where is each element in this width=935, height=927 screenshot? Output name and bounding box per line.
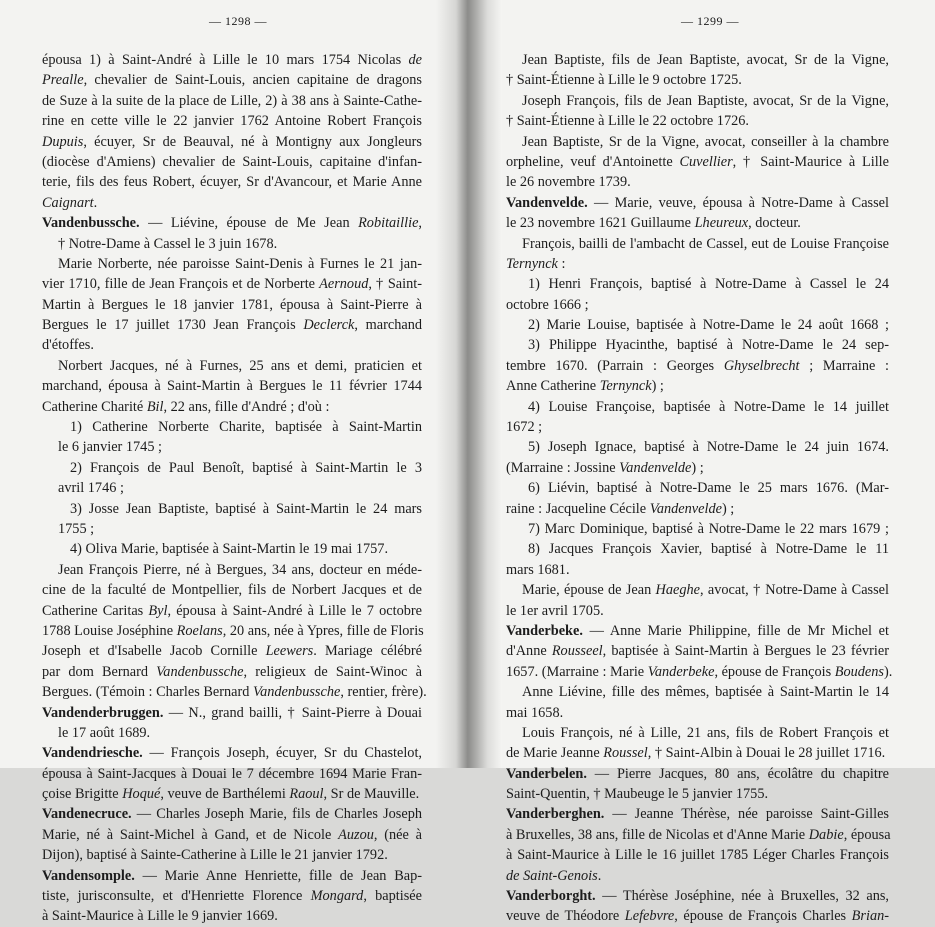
text-line: [506, 356, 889, 376]
italic-name: de Saint-Genois: [506, 867, 598, 884]
text-line: [506, 91, 889, 111]
text-line: [42, 213, 422, 233]
italic-name: Ternynck: [599, 378, 652, 395]
text-segment: 4) Oliva Marie, baptisée à Saint-Martin le 19 mai 1757.: [70, 541, 389, 558]
text-line: [42, 193, 422, 213]
italic-name: Brian-: [851, 908, 889, 925]
text-line: [42, 152, 422, 172]
text-line: [506, 437, 889, 457]
text-segment: † Saint-Étienne à Lille le 22 octobre 1726.: [506, 113, 749, 130]
text-segment: — Liévine, épouse de Me Jean: [139, 215, 359, 232]
text-line: [42, 804, 422, 824]
text-segment: , épouse de François Charles: [674, 908, 852, 925]
text-line: [506, 804, 889, 824]
italic-name: Auzou: [338, 826, 374, 843]
italic-name: Bil: [146, 398, 164, 415]
page-body: [506, 50, 893, 927]
entry-surname: Vandenderbruggen.: [42, 704, 164, 721]
text-segment: , 20 ans, née à Ypres, fille de Floris: [222, 622, 424, 639]
text-line: [506, 50, 889, 70]
text-line: [42, 397, 422, 417]
text-line: [506, 315, 889, 335]
text-segment: Jean Baptiste, Sr de la Vigne, avocat, conseiller à la chambre: [522, 133, 889, 150]
italic-name: Haeghe: [655, 582, 700, 599]
text-line: [506, 132, 889, 152]
text-line: [42, 234, 422, 254]
italic-name: de: [408, 52, 422, 68]
text-segment: — Anne Marie Philippine, fille de Mr Michel et: [582, 622, 889, 639]
text-segment: à Saint-Maurice à Lille le 9 janvier 1669.: [42, 908, 278, 925]
text-segment: 1657. (Marraine : Marie: [506, 663, 648, 680]
text-segment: , marchand: [354, 317, 422, 334]
italic-name: Ghyselbrecht: [723, 357, 800, 374]
text-segment: Martin à Bergues le 18 janvier 1781, épousa à Saint-Pierre à: [42, 296, 422, 313]
text-line: [42, 417, 422, 437]
text-line: [506, 866, 889, 886]
text-segment: 3) Philippe Hyacinthe, baptisé à Notre-Dame le 24 sep-: [528, 337, 889, 354]
text-segment: ) ;: [651, 378, 664, 395]
text-segment: à Bruxelles, 38 ans, fille de Nicolas et d'Anne Marie: [506, 826, 809, 843]
text-segment: . Mariage célébré: [313, 643, 422, 660]
text-segment: cine de la faculté de Montpellier, fils de Norbert Jacques et de: [42, 582, 422, 599]
text-line: [42, 376, 422, 396]
text-segment: , avocat, † Notre-Dame à Cassel: [700, 582, 889, 599]
text-line: [42, 295, 422, 315]
text-segment: tiste, jurisconsulte, et d'Henriette Florence: [42, 888, 311, 905]
page-number: — 1298 —: [209, 14, 267, 28]
text-line: [506, 764, 889, 784]
text-segment: Marie, né à Saint-Michel à Gand, et de Nicole: [42, 826, 339, 843]
text-line: [506, 274, 889, 294]
text-segment: Jean Baptiste, fils de Jean Baptiste, avocat, Sr de la Vigne,: [522, 52, 889, 68]
text-segment: épousa 1) à Saint-André à Lille le 10 mars 1754 Nicolas: [42, 52, 409, 68]
text-segment: , † Saint-Maurice à Lille: [732, 153, 889, 170]
text-segment: 2) Marie Louise, baptisée à Notre-Dame le 24 août 1668 ;: [528, 317, 889, 334]
text-line: [506, 111, 889, 131]
text-line: [42, 580, 422, 600]
page-number: — 1299 —: [681, 14, 739, 28]
text-line: [506, 458, 889, 478]
text-line: [42, 825, 422, 845]
text-line: [506, 539, 889, 559]
text-line: [506, 193, 889, 213]
text-line: [506, 335, 889, 355]
italic-name: Caignart: [42, 194, 94, 211]
italic-name: Raoul: [289, 786, 324, 803]
text-line: [506, 886, 889, 906]
text-segment: ) ;: [721, 500, 735, 517]
text-segment: ) ;: [691, 459, 704, 476]
text-segment: Jean François Pierre, né à Bergues, 34 ans, docteur en méde-: [58, 561, 422, 578]
italic-name: Robitaillie: [358, 215, 419, 232]
text-line: [42, 335, 422, 355]
text-segment: le 17 août 1689.: [58, 724, 151, 741]
italic-name: Aernoud: [319, 276, 369, 293]
text-segment: ,: [418, 215, 422, 232]
text-segment: .: [597, 867, 602, 884]
italic-name: Vandenbussche: [156, 663, 244, 680]
text-segment: de Suze à la suite de la place de Lille, 2) à 38 ans à Sainte-Cathe-: [42, 92, 422, 109]
text-segment: Joseph et d'Isabelle Jacob Cornille: [42, 643, 266, 660]
text-segment: le 1er avril 1705.: [506, 602, 604, 619]
text-segment: — François Joseph, écuyer, Sr du Chastelot,: [142, 745, 422, 762]
text-line: [42, 111, 422, 131]
text-segment: épousa à Saint-Jacques à Douai le 7 décembre 1694 Marie Fran-: [42, 765, 422, 782]
text-segment: — Thérèse Joséphine, née à Bruxelles, 32 ans,: [595, 888, 889, 905]
italic-name: Roussel: [603, 745, 648, 762]
text-segment: orpheline, veuf d'Antoinette: [506, 153, 680, 170]
text-segment: 6) Liévin, baptisé à Notre-Dame le 25 mars 1676. (Mar-: [528, 480, 889, 497]
text-segment: 1672 ;: [506, 419, 543, 436]
text-line: [506, 152, 889, 172]
text-line: [506, 254, 889, 274]
italic-name: Boudens: [834, 663, 884, 680]
entry-surname: Vandenbussche.: [42, 215, 140, 232]
text-segment: 2) François de Paul Benoît, baptisé à Saint-Martin le 3: [70, 459, 422, 476]
text-segment: 1) Henri François, baptisé à Notre-Dame à Cassel le 24: [528, 276, 889, 293]
text-segment: Bergues. (Témoin : Charles Bernard: [42, 684, 253, 701]
text-line: [42, 845, 422, 865]
text-segment: Joseph François, fils de Jean Baptiste, avocat, Sr de la Vigne,: [522, 92, 889, 109]
text-segment: — Charles Joseph Marie, fils de Charles Joseph: [131, 806, 422, 823]
text-segment: d'Anne: [506, 643, 552, 660]
text-line: [506, 580, 889, 600]
text-line: [506, 601, 889, 621]
text-line: [42, 743, 422, 763]
text-line: [506, 376, 889, 396]
text-line: [506, 560, 889, 580]
text-line: [506, 499, 889, 519]
text-segment: Anne Liévine, fille des mêmes, baptisée à Saint-Martin le 14: [522, 684, 889, 701]
text-line: [42, 784, 422, 804]
text-segment: çoise Brigitte: [42, 786, 123, 803]
text-segment: avril 1746 ;: [58, 480, 124, 497]
text-line: [506, 662, 893, 682]
italic-name: Prealle: [42, 72, 84, 89]
text-segment: François, bailli de l'ambacht de Cassel, eut de Louise Françoise: [522, 235, 889, 252]
text-line: [42, 906, 422, 926]
text-segment: Anne Catherine: [506, 378, 600, 395]
text-segment: (Marraine : Jossine: [506, 459, 620, 476]
text-segment: octobre 1666 ;: [506, 296, 589, 313]
text-segment: mars 1681.: [506, 561, 570, 578]
text-line: [506, 295, 889, 315]
italic-name: Vanderbeke: [647, 663, 715, 680]
text-segment: 1) Catherine Norberte Charite, baptisée à Saint-Martin: [70, 419, 422, 436]
text-line: [42, 519, 422, 539]
text-line: [506, 682, 889, 702]
text-segment: :: [557, 255, 566, 272]
text-segment: à Saint-Maurice à Lille le 16 juillet 1785 Léger Charles François: [506, 847, 889, 864]
text-segment: le 23 novembre 1621 Guillaume: [506, 215, 695, 232]
text-segment: , docteur.: [748, 215, 801, 232]
text-segment: Bergues le 17 juillet 1730 Jean François: [42, 317, 304, 334]
entry-surname: Vandendriesche.: [42, 745, 143, 762]
text-line: [42, 682, 427, 702]
text-segment: † Saint-Étienne à Lille le 9 octobre 1725.: [506, 72, 742, 89]
text-segment: Catherine Caritas: [42, 602, 149, 619]
text-segment: 5) Joseph Ignace, baptisé à Notre-Dame le 24 juin 1674.: [528, 439, 889, 456]
text-line: [42, 703, 422, 723]
italic-name: Declerck: [303, 317, 355, 334]
text-line: [506, 417, 889, 437]
entry-surname: Vanderbeke.: [506, 622, 583, 639]
italic-name: Roelans: [176, 622, 223, 639]
right-page: [502, 0, 935, 925]
text-line: [42, 315, 422, 335]
text-line: [506, 703, 889, 723]
text-line: [42, 274, 422, 294]
italic-name: Ternynck: [506, 255, 558, 272]
text-line: [506, 784, 889, 804]
text-line: [42, 866, 422, 886]
text-segment: 1788 Louise Joséphine: [42, 622, 177, 639]
text-line: [506, 845, 889, 865]
text-segment: Saint-Quentin, † Maubeuge le 5 janvier 1755.: [506, 786, 769, 803]
italic-name: Rousseel: [551, 643, 603, 660]
italic-name: Mongard: [310, 888, 364, 905]
text-line: [506, 906, 889, 926]
text-line: [42, 764, 422, 784]
text-segment: vier 1710, fille de Jean François et de Norberte: [42, 276, 320, 293]
text-segment: ).: [884, 663, 893, 680]
text-line: [42, 560, 422, 580]
text-segment: † Notre-Dame à Cassel le 3 juin 1678.: [58, 235, 278, 252]
text-line: [42, 662, 422, 682]
text-segment: Norbert Jacques, né à Furnes, 25 ans et demi, praticien et: [58, 357, 422, 374]
book-gutter: [436, 0, 502, 768]
left-page: [0, 0, 440, 925]
italic-name: Lheureux: [694, 215, 749, 232]
text-segment: Dijon), baptisé à Sainte-Catherine à Lille le 21 janvier 1792.: [42, 847, 388, 864]
entry-surname: Vandenecruce.: [42, 806, 132, 823]
text-segment: le 26 novembre 1739.: [506, 174, 631, 191]
text-segment: — Jeanne Thérèse, née paroisse Saint-Gilles: [604, 806, 889, 823]
text-segment: marchand, épousa à Saint-Martin à Bergues le 11 février 1744: [42, 378, 422, 395]
text-line: [506, 172, 889, 192]
text-line: [42, 356, 422, 376]
text-segment: — N., grand bailli, † Saint-Pierre à Douai: [163, 704, 422, 721]
text-segment: par dom Bernard: [42, 663, 157, 680]
text-segment: .: [93, 194, 98, 211]
entry-surname: Vanderbelen.: [506, 765, 587, 782]
text-line: [506, 743, 889, 763]
text-line: [42, 254, 422, 274]
italic-name: Vandenbussche: [252, 684, 341, 701]
text-segment: veuve de Théodore: [506, 908, 625, 925]
italic-name: Hoqué: [122, 786, 161, 803]
text-line: [42, 641, 422, 661]
text-segment: raine : Jacqueline Cécile: [506, 500, 650, 517]
text-line: [42, 499, 422, 519]
text-line: [42, 91, 422, 111]
text-segment: — Marie Anne Henriette, fille de Jean Bap-: [134, 867, 422, 884]
italic-name: Dupuis: [42, 133, 84, 150]
text-segment: , † Saint-: [368, 276, 422, 293]
text-segment: , Sr de Mauville.: [323, 786, 420, 803]
text-segment: , (née à: [373, 826, 422, 843]
text-segment: d'étoffes.: [42, 337, 94, 354]
text-segment: , 22 ans, fille d'André ; d'où :: [163, 398, 330, 415]
text-line: [42, 132, 422, 152]
text-segment: 8) Jacques François Xavier, baptisé à Notre-Dame le 11: [528, 541, 889, 558]
text-line: [42, 458, 422, 478]
text-line: [42, 886, 422, 906]
text-segment: Louis François, né à Lille, 21 ans, fils de Robert François et: [522, 724, 889, 741]
text-segment: , baptisée: [363, 888, 422, 905]
text-segment: , religieux de Saint-Winoc à: [243, 663, 422, 680]
text-segment: 7) Marc Dominique, baptisé à Notre-Dame le 22 mars 1679 ;: [528, 520, 889, 537]
text-segment: — Pierre Jacques, 80 ans, écolâtre du chapitre: [586, 765, 889, 782]
text-segment: , épousa: [843, 826, 891, 843]
text-segment: mai 1658.: [506, 704, 564, 721]
text-line: [42, 70, 422, 90]
text-line: [506, 234, 889, 254]
text-line: [506, 70, 889, 90]
entry-surname: Vanderborght.: [506, 888, 596, 905]
text-segment: rine en cette ville le 22 janvier 1762 Antoine Robert François: [42, 113, 422, 130]
text-segment: Marie Norberte, née paroisse Saint-Denis à Furnes le 21 jan-: [58, 255, 422, 272]
text-segment: — Marie, veuve, épousa à Notre-Dame à Cassel: [587, 194, 889, 211]
italic-name: Byl: [148, 602, 168, 619]
italic-name: Lefebvre: [624, 908, 675, 925]
text-line: [42, 539, 422, 559]
page-body: [42, 50, 427, 927]
text-line: [42, 437, 422, 457]
text-segment: de Marie Jeanne: [506, 745, 604, 762]
text-segment: , écuyer, Sr de Beauval, né à Montigny aux Jongleurs: [83, 133, 422, 150]
text-line: [506, 825, 889, 845]
text-line: [42, 478, 422, 498]
text-segment: 4) Louise Françoise, baptisée à Notre-Dame le 14 juillet: [528, 398, 889, 415]
text-line: [506, 723, 889, 743]
text-segment: (diocèse d'Amiens) chevalier de Saint-Louis, capitaine d'infan-: [42, 153, 422, 170]
text-line: [506, 519, 889, 539]
text-line: [506, 621, 889, 641]
text-segment: , chevalier de Saint-Louis, ancien capitaine de dragons: [83, 72, 422, 89]
text-segment: ; Marraine :: [799, 357, 889, 374]
text-line: [506, 397, 889, 417]
italic-name: Leewers: [265, 643, 314, 660]
italic-name: Dabie: [808, 826, 844, 843]
text-line: [506, 641, 889, 661]
italic-name: Vandenvelde: [649, 500, 722, 517]
italic-name: Cuvellier: [679, 153, 733, 170]
text-line: [506, 478, 889, 498]
text-segment: , † Saint-Albin à Douai le 28 juillet 1716.: [647, 745, 886, 762]
text-segment: , rentier, frère).: [340, 684, 427, 701]
text-segment: Catherine Charité: [42, 398, 147, 415]
text-segment: tembre 1670. (Parrain : Georges: [506, 357, 724, 374]
text-segment: , épouse de François: [714, 663, 835, 680]
text-line: [42, 621, 422, 641]
text-segment: , épousa à Saint-André à Lille le 7 octobre: [167, 602, 422, 619]
text-segment: terie, fils des feus Robert, écuyer, Sr d'Avancour, et Marie Anne: [42, 174, 422, 191]
text-line: [42, 601, 422, 621]
text-segment: 1755 ;: [58, 520, 95, 537]
entry-surname: Vandenvelde.: [506, 194, 588, 211]
entry-surname: Vandensomple.: [42, 867, 135, 884]
entry-surname: Vanderberghen.: [506, 806, 605, 823]
text-line: [42, 50, 422, 70]
text-segment: le 6 janvier 1745 ;: [58, 439, 163, 456]
text-line: [42, 172, 422, 192]
text-line: [506, 213, 889, 233]
text-segment: , veuve de Barthélemi: [160, 786, 290, 803]
text-segment: Marie, épouse de Jean: [522, 582, 656, 599]
text-segment: , baptisée à Saint-Martin à Bergues le 23 février: [602, 643, 889, 660]
text-line: [42, 723, 422, 743]
italic-name: Vandenvelde: [619, 459, 692, 476]
text-segment: 3) Josse Jean Baptiste, baptisé à Saint-Martin le 24 mars: [70, 500, 422, 517]
